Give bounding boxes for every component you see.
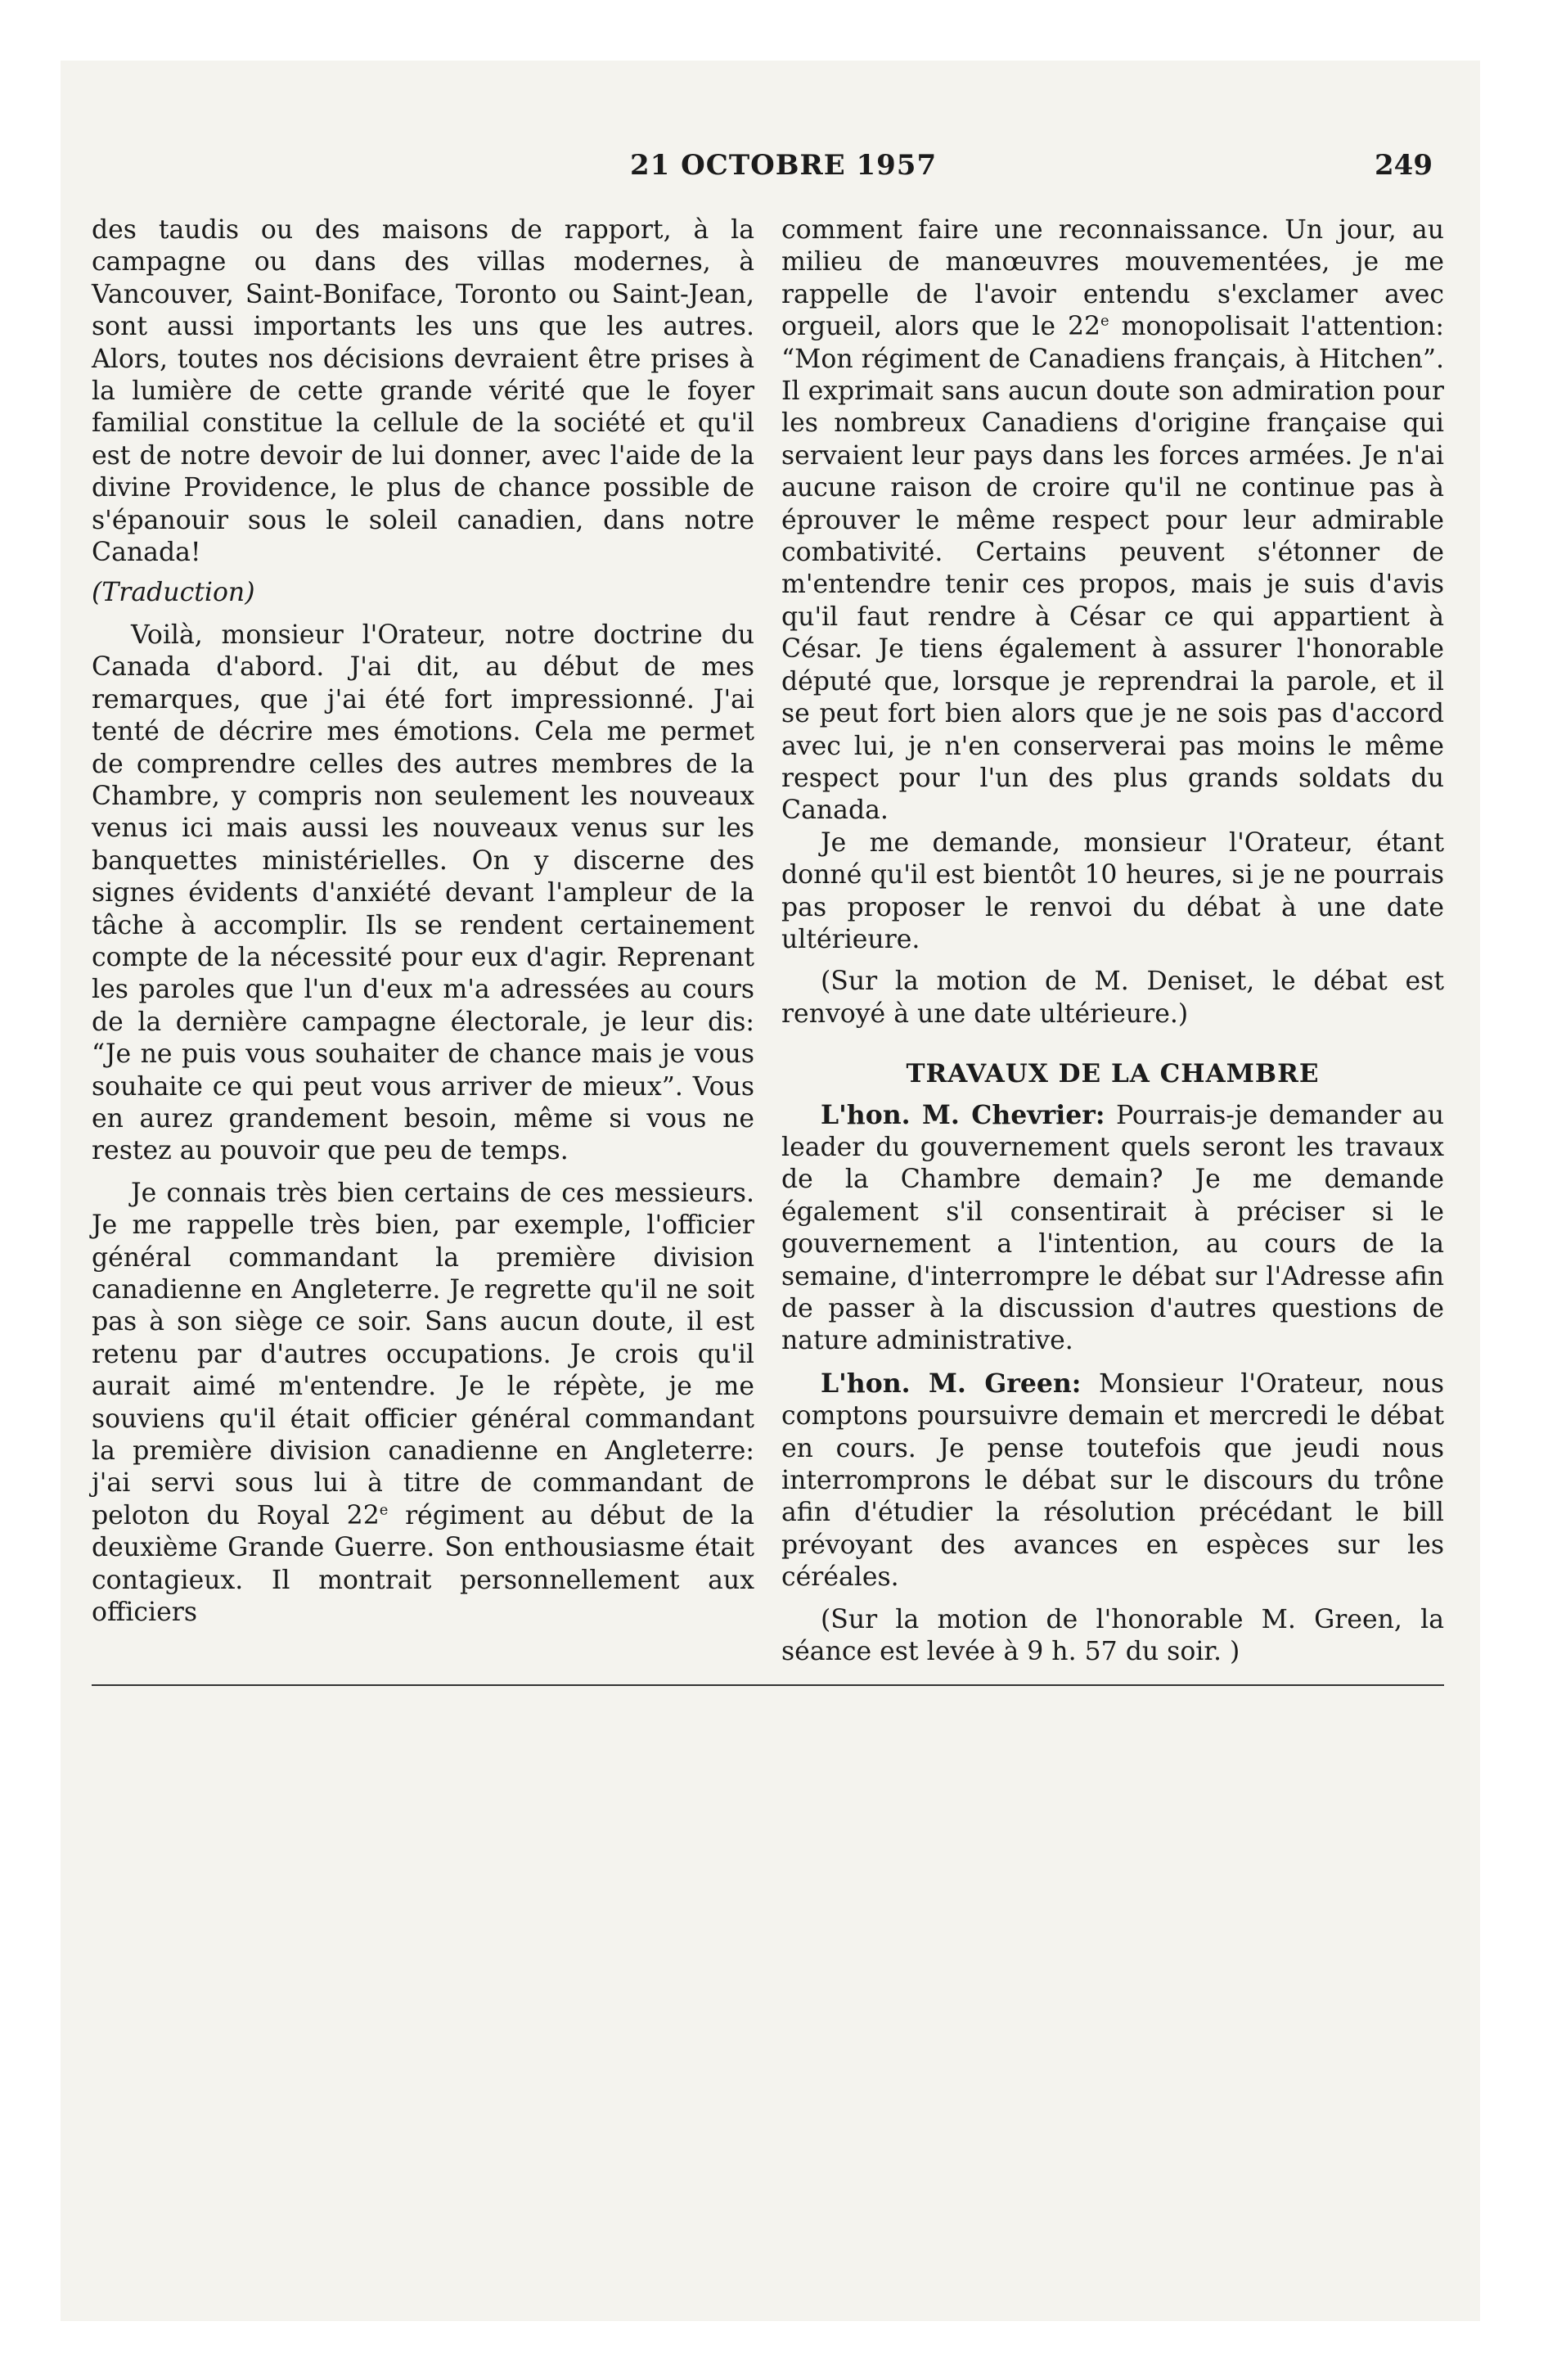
left-column [92,214,754,1629]
paragraph-general [92,1178,754,1629]
paragraph-doctrine: Voilà, monsieur l'Orateur, notre doctrine du Canada d'abord. J'ai dit, au début de mes remarques, que j'ai été fort impressionné. J'ai tenté de décrire mes émotions. Cela me permet de comprendre celles des autres membres de la Chambre, y compris non seulement les nouveaux venus ici mais aussi les nouveaux venus sur les banquettes ministérielles. On y discerne des signes évidents d'anxiété devant l'ampleur de la tâche à accomplir. Ils se rendent certainement compte de la nécessité pour eux d'agir. Reprenant les paroles que l'un d'eux m'a adressées au cours de la dernière campagne électorale, je leur dis: “Je ne puis vous souhaiter de chance mais je vous souhaite ce qui peut vous arriver de mieux”. Vous en aurez grandement besoin, même si vous ne restez au pouvoir que peu de temps. [92,620,754,1166]
paragraph-motion-deniset: (Sur la motion de M. Deniset, le débat est renvoyé à une date ultérieure.) [781,967,1444,1029]
running-head [0,149,1548,190]
paragraph-adjournment: (Sur la motion de l'honorable M. Green, la séance est levée à 9 h. 57 du soir. ) [781,1604,1444,1667]
paragraph-chevrier-text: Pourrais-je demander au leader du gouvernement quels seront les travaux de la Chambre demain? Je me demande également s'il consentirait à préciser si le gouvernement a l'intention, au cours de la semaine, d'interrompre le débat sur l'Adresse afin de passer à la discussion d'autres questions de nature administrative. [781,1100,1444,1356]
paragraph-chevrier [781,1099,1444,1358]
paragraph-green [781,1368,1444,1594]
paragraph-general-text-a: Je connais très bien certains de ces messieurs. Je me rappelle très bien, par exemple, l'officier général commandant la première division canadienne en Angleterre. Je regrette qu'il ne soit pas à son siège ce soir. Sans aucun doute, il est retenu par d'autres occupations. Je crois qu'il aurait aimé m'entendre. Je le répète, je me souviens qu'il était officier général commandant la première division canadienne en Angleterre: j'ai servi sous lui à titre de commandant de peloton du Royal 22 [92,1178,754,1530]
paragraph-reconnaissance [781,214,1444,827]
header-date: 21 OCTOBRE 1957 [630,149,938,182]
speaker-green: L'hon. M. Green: [821,1368,1082,1399]
right-column [781,214,1444,1668]
superscript-e: e [379,1501,389,1519]
superscript-e: e [1100,312,1109,330]
paragraph-general-text-b: régiment au début de la deuxième Grande Guerre. Son enthousiasme était contagieux. Il montrait personnellement aux officiers [92,1500,754,1628]
page-number: 249 [1375,149,1433,182]
paragraph-reconnaissance-text-a: comment faire une reconnaissance. Un jour, au milieu de manœuvres mouvementées, je me rappelle de l'avoir entendu s'exclamer avec orgueil, alors que le 22 [781,215,1444,342]
end-rule [92,1684,1444,1686]
paragraph-green-text: Monsieur l'Orateur, nous comptons poursuivre demain et mercredi le débat en cours. Je pense toutefois que jeudi nous interromprons le débat sur le discours du trône afin d'étudier la résolution précédant le bill prévoyant des avances en espèces sur les céréales. [781,1368,1445,1593]
paragraph-continuation: des taudis ou des maisons de rapport, à la campagne ou dans des villas modernes, à Vancouver, Saint-Boniface, Toronto ou Saint-Jean, sont aussi importants les uns que les autres. Alors, toutes nos décisions devraient être prises à la lumière de cette grande vérité que le foyer familial constitue la cellule de la société et qu'il est de notre devoir de lui donner, avec l'aide de la divine Providence, le plus de chance possible de s'épanouir sous le soleil canadien, dans notre Canada! [92,215,754,568]
paragraph-reconnaissance-text-b: monopolisait l'attention: “Mon régiment de Canadiens français, à Hitchen”. Il exprimait sans aucun doute son admiration pour les nombreux Canadiens d'origine française qui servaient leur pays dans les forces armées. Je n'ai aucune raison de croire qu'il ne continue pas à éprouver le même respect pour leur admirable combativité. Certains peuvent s'étonner de m'entendre tenir ces propos, mais je suis d'avis qu'il faut rendre à César ce qui appartient à César. Je tiens également à assurer l'honorable député que, lorsque je reprendrai la parole, et il se peut fort bien alors que je ne sois pas d'accord avec lui, je n'en conserverai pas moins le même respect pour l'un des plus grands soldats du Canada. [781,312,1444,826]
section-heading: TRAVAUX DE LA CHAMBRE [906,1059,1320,1089]
translation-note: (Traduction) [92,578,255,608]
speaker-chevrier: L'hon. M. Chevrier: [821,1099,1105,1130]
paragraph-adjourn-request: Je me demande, monsieur l'Orateur, étant donné qu'il est bientôt 10 heures, si je ne pourrais pas proposer le renvoi du débat à une date ultérieure. [781,827,1444,954]
